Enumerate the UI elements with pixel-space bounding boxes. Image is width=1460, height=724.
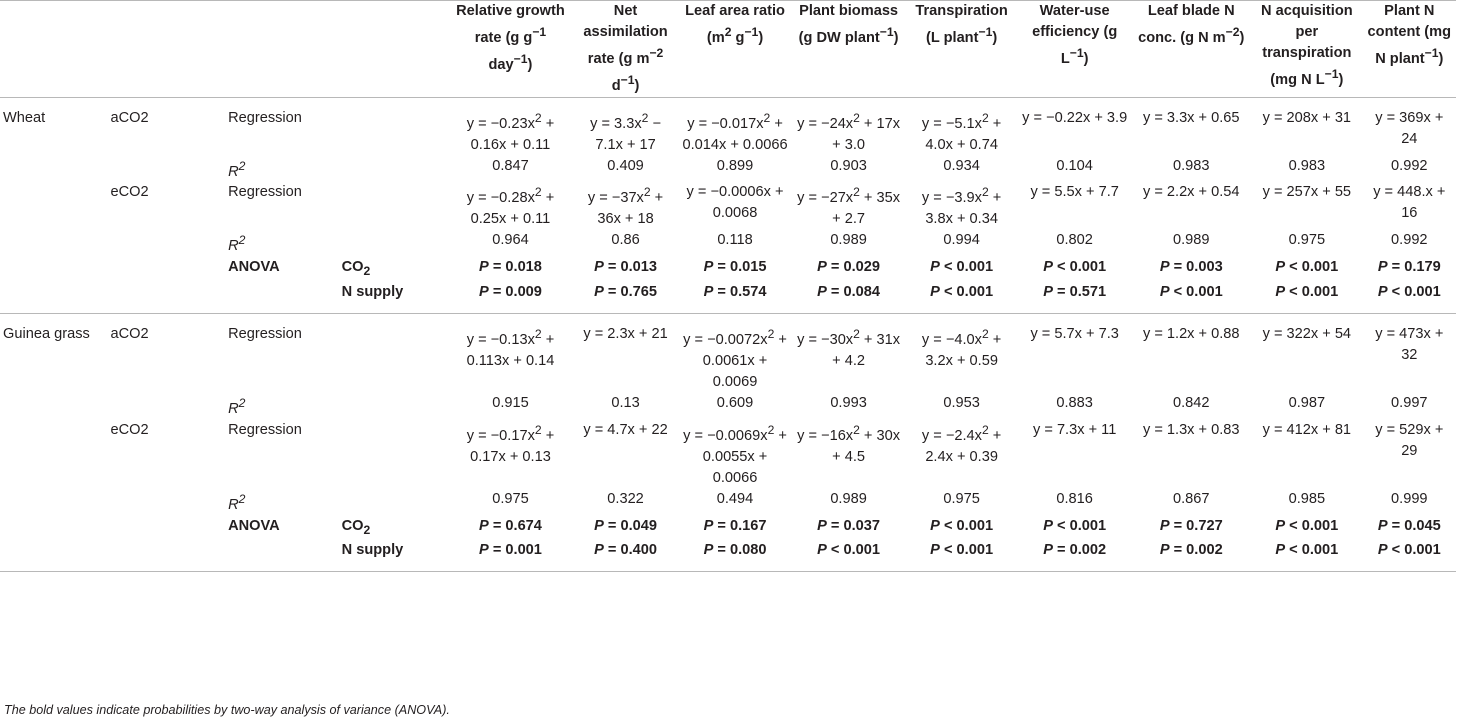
factor-cell: $CO_2$	[341, 259, 371, 279]
statistic-cell: $R^2$	[228, 395, 246, 417]
value-cell: 0.104	[1056, 157, 1093, 174]
column-header-label: N acquisition per transpiration	[1261, 3, 1353, 61]
factor-cell	[339, 314, 449, 393]
species-cell	[0, 182, 107, 230]
column-header-label: Water-use efficiency	[1032, 3, 1110, 40]
statistic-cell	[225, 540, 339, 572]
value-cell: 0.992	[1391, 157, 1428, 174]
header-blank-species	[0, 1, 107, 98]
statistic-cell: $R^2$	[228, 158, 246, 180]
value-cell: P < 0.001	[1251, 282, 1363, 314]
value-cell: P < 0.001	[1251, 540, 1363, 572]
statistic-cell: Regression	[228, 326, 302, 343]
treatment-cell	[107, 393, 225, 420]
value-cell: 0.997	[1391, 394, 1428, 411]
factor-cell: N supply	[339, 540, 449, 572]
value-cell: $y = -0.0069x^2 + 0.0055x + 0.0066$	[683, 422, 787, 486]
treatment-cell	[107, 156, 225, 183]
table-row	[0, 393, 1456, 420]
column-header-label: Leaf area ratio	[685, 3, 785, 19]
header-blank-treatment	[107, 1, 225, 98]
column-header-unit: (g $m^{-2}$ $d^{-1}$)	[611, 46, 664, 94]
value-cell: P = 0.045	[1377, 517, 1441, 534]
value-cell: 0.609	[716, 394, 754, 411]
value-cell: $y = -30x^2 + 31x + 4.2$	[797, 327, 901, 369]
value-cell: P = 0.015	[703, 259, 767, 276]
header-blank-factor	[339, 1, 449, 98]
value-cell: P = 0.080	[678, 540, 792, 572]
column-header	[792, 1, 906, 98]
value-cell: $y = -0.17x^2 + 0.17x + 0.13$	[466, 422, 555, 465]
value-cell: 0.975	[943, 490, 980, 507]
column-header	[1363, 1, 1456, 98]
factor-cell	[339, 182, 449, 230]
value-cell: 0.964	[492, 232, 529, 249]
table-row	[0, 282, 1456, 314]
value-cell: P < 0.001	[905, 540, 1018, 572]
column-header-unit: (g N $m^{-2}$)	[1176, 25, 1245, 46]
table-row	[0, 420, 1456, 489]
value-cell: P = 0.674	[479, 517, 542, 534]
column-header-label: Relative growth rate	[456, 3, 565, 46]
value-cell: P = 0.001	[448, 540, 573, 572]
value-cell: 0.983	[1288, 157, 1326, 174]
value-cell: 0.985	[1288, 490, 1326, 507]
value-cell: y = 2.2x + 0.54	[1142, 184, 1240, 201]
value-cell: P = 0.084	[792, 282, 906, 314]
statistic-cell	[225, 282, 339, 314]
value-cell: 0.999	[1391, 490, 1428, 507]
value-cell: 0.494	[716, 490, 754, 507]
value-cell: P = 0.727	[1159, 517, 1223, 534]
value-cell: 0.847	[492, 157, 529, 174]
treatment-cell: aCO2	[110, 326, 149, 343]
value-cell: P < 0.001	[1131, 282, 1251, 314]
treatment-cell	[107, 282, 225, 314]
value-cell: P < 0.001	[1043, 259, 1107, 276]
value-cell: 0.118	[717, 232, 753, 249]
factor-cell	[339, 97, 449, 155]
column-header-unit: (g $g^{-1}$ day$^{-1}$)	[488, 25, 547, 73]
table-row	[0, 156, 1456, 183]
value-cell: P < 0.001	[930, 517, 994, 534]
value-cell: P < 0.001	[1043, 517, 1107, 534]
value-cell: y = 4.7x + 22	[583, 421, 668, 438]
column-header-unit: DW plant$^{-1}$)	[812, 25, 899, 46]
table-row	[0, 257, 1456, 282]
value-cell: $y = -0.0072x^2 + 0.0061x + 0.0069$	[683, 327, 787, 390]
table-row	[0, 516, 1456, 541]
value-cell: P = 0.167	[703, 517, 767, 534]
value-cell: P = 0.049	[594, 517, 657, 534]
column-header	[448, 1, 573, 98]
value-cell: 0.975	[492, 490, 529, 507]
value-cell: 0.983	[1172, 157, 1210, 174]
header-row	[0, 1, 1456, 98]
value-cell: 0.903	[830, 157, 867, 174]
column-header-unit: (mg N $L^{-1}$)	[1270, 67, 1344, 88]
value-cell: P = 0.003	[1159, 259, 1223, 276]
value-cell: P < 0.001	[930, 259, 994, 276]
value-cell: P = 0.002	[1018, 540, 1132, 572]
treatment-cell	[107, 489, 225, 516]
value-cell: 0.989	[1172, 232, 1210, 249]
value-cell: 0.993	[830, 394, 867, 411]
value-cell: $y = -2.4x^2 + 2.4x + 0.39$	[921, 422, 1002, 465]
value-cell: y = −0.0006x + 0.0068	[686, 184, 784, 222]
value-cell: 0.992	[1391, 232, 1428, 249]
value-cell: 0.883	[1056, 394, 1093, 411]
value-cell: $y = -3.9x^2 + 3.8x + 0.34$	[921, 185, 1002, 228]
column-header	[573, 1, 678, 98]
species-cell	[0, 257, 107, 282]
value-cell: 0.915	[492, 394, 529, 411]
value-cell: 0.989	[830, 232, 867, 249]
species-cell	[0, 516, 107, 541]
value-cell: P < 0.001	[1363, 282, 1456, 314]
value-cell: P = 0.018	[479, 259, 542, 276]
table-row	[0, 97, 1456, 155]
value-cell: $y = -0.28x^2 + 0.25x + 0.11$	[466, 185, 555, 228]
value-cell: 0.994	[943, 232, 980, 249]
column-header	[678, 1, 792, 98]
value-cell: $y = -0.13x^2 + 0.113x + 0.14$	[466, 327, 555, 369]
column-header	[1251, 1, 1363, 98]
statistic-cell: Regression	[228, 184, 302, 201]
value-cell: 0.86	[611, 232, 640, 249]
species-cell	[0, 230, 107, 257]
value-cell: $y = -0.017x^2 + 0.014x + 0.0066$	[682, 110, 788, 153]
value-cell: P < 0.001	[1275, 517, 1339, 534]
table-row	[0, 489, 1456, 516]
factor-cell	[339, 420, 449, 489]
column-header-label: Transpiration	[915, 3, 1008, 19]
value-cell: P < 0.001	[905, 282, 1018, 314]
value-cell: y = 257x + 55	[1262, 184, 1352, 201]
species-cell: Guinea grass	[3, 326, 90, 343]
value-cell: 0.816	[1056, 490, 1093, 507]
value-cell: 0.975	[1288, 232, 1326, 249]
value-cell: P = 0.574	[678, 282, 792, 314]
value-cell: 0.867	[1172, 490, 1210, 507]
value-cell: y = 412x + 81	[1262, 421, 1352, 438]
value-cell: y = 7.3x + 11	[1033, 421, 1117, 438]
value-cell: P = 0.765	[573, 282, 678, 314]
value-cell: 0.953	[943, 394, 980, 411]
value-cell: $y = -4.0x^2 + 3.2x + 0.59$	[921, 327, 1002, 369]
statistic-cell: ANOVA	[228, 259, 280, 276]
value-cell: P < 0.001	[792, 540, 906, 572]
value-cell: P = 0.571	[1018, 282, 1132, 314]
value-cell: y = 5.7x + 7.3	[1030, 326, 1119, 343]
statistic-cell: Regression	[228, 421, 302, 438]
value-cell: $y = -16x^2 + 30x + 4.5$	[797, 422, 901, 465]
value-cell: $y = -24x^2 + 17x + 3.0$	[797, 110, 901, 153]
statistic-cell: Regression	[228, 109, 302, 126]
column-header-label: Plant N content	[1367, 3, 1435, 40]
value-cell: y = 3.3x + 0.65	[1142, 109, 1240, 126]
value-cell: P < 0.001	[1363, 540, 1456, 572]
value-cell: $y = -37x^2 + 36x + 18$	[587, 185, 664, 228]
column-header	[1018, 1, 1132, 98]
value-cell: P = 0.400	[573, 540, 678, 572]
column-header-label: Leaf blade N conc.	[1138, 3, 1235, 46]
value-cell: y = 529x + 29	[1375, 421, 1444, 459]
value-cell: 0.987	[1288, 394, 1326, 411]
column-header-unit: ($m^2$ $g^{-1}$)	[706, 25, 764, 46]
factor-cell: N supply	[339, 282, 449, 314]
value-cell: y = 2.3x + 21	[583, 326, 668, 343]
value-cell: P = 0.002	[1131, 540, 1251, 572]
treatment-cell	[107, 540, 225, 572]
value-cell: y = 448.x + 16	[1373, 184, 1446, 222]
treatment-cell	[107, 230, 225, 257]
value-cell: 0.899	[716, 157, 754, 174]
table-row	[0, 230, 1456, 257]
value-cell: y = 1.2x + 0.88	[1142, 326, 1240, 343]
statistic-cell: $R^2$	[228, 233, 246, 255]
species-cell: Wheat	[3, 109, 46, 126]
species-cell	[0, 420, 107, 489]
table-row	[0, 540, 1456, 572]
treatment-cell	[107, 516, 225, 541]
value-cell: y = 5.5x + 7.7	[1030, 184, 1119, 201]
value-cell: y = −0.22x + 3.9	[1022, 109, 1128, 126]
value-cell: y = 369x + 24	[1375, 109, 1444, 147]
species-cell	[0, 540, 107, 572]
treatment-cell	[107, 257, 225, 282]
value-cell: P = 0.179	[1377, 259, 1441, 276]
value-cell: 0.934	[943, 157, 980, 174]
table-footnote: The bold values indicate probabilities by two-way analysis of variance (ANOVA).	[4, 703, 450, 717]
table-body	[0, 97, 1456, 572]
value-cell: $y = -0.23x^2 + 0.16x + 0.11$	[466, 110, 555, 153]
value-cell: $y = -5.1x^2 + 4.0x + 0.74$	[921, 110, 1002, 153]
value-cell: 0.802	[1056, 232, 1093, 249]
treatment-cell: eCO2	[110, 184, 149, 201]
column-header	[1131, 1, 1251, 98]
factor-cell	[339, 230, 449, 257]
column-header	[905, 1, 1018, 98]
value-cell: 0.842	[1172, 394, 1210, 411]
value-cell: y = 208x + 31	[1262, 109, 1352, 126]
value-cell: y = 1.3x + 0.83	[1142, 421, 1240, 438]
value-cell: 0.989	[830, 490, 867, 507]
value-cell: P = 0.037	[817, 517, 881, 534]
species-cell	[0, 393, 107, 420]
value-cell: P = 0.013	[594, 259, 657, 276]
factor-cell	[339, 489, 449, 516]
species-cell	[0, 489, 107, 516]
factor-cell	[339, 156, 449, 183]
species-cell	[0, 282, 107, 314]
header-blank-statistic	[225, 1, 339, 98]
table-row	[0, 314, 1456, 393]
treatment-cell: aCO2	[110, 109, 149, 126]
value-cell: $y = 3.3x^2 - 7.1x + 17$	[590, 110, 661, 153]
table-row	[0, 182, 1456, 230]
column-header-label: Net assimilation rate	[583, 3, 668, 67]
value-cell: y = 473x + 32	[1375, 326, 1444, 364]
factor-cell	[339, 393, 449, 420]
value-cell: P = 0.009	[448, 282, 573, 314]
column-header-unit: (mg N plant$^{-1}$)	[1375, 24, 1452, 67]
column-header-unit: (L plant$^{-1}$)	[926, 25, 998, 46]
value-cell: 0.409	[607, 157, 644, 174]
column-header-unit: (g $L^{-1}$)	[1060, 24, 1118, 67]
column-header-label: Plant biomass (g	[798, 3, 899, 46]
factor-cell: $CO_2$	[341, 517, 371, 537]
value-cell: y = 322x + 54	[1262, 326, 1352, 343]
value-cell: P < 0.001	[1275, 259, 1339, 276]
statistic-cell: $R^2$	[228, 491, 246, 513]
value-cell: $y = -27x^2 + 35x + 2.7$	[797, 185, 901, 228]
value-cell: P = 0.029	[817, 259, 881, 276]
value-cell: 0.13	[611, 394, 640, 411]
statistic-cell: ANOVA	[228, 517, 280, 534]
value-cell: 0.322	[607, 490, 644, 507]
treatment-cell: eCO2	[110, 421, 149, 438]
species-cell	[0, 156, 107, 183]
